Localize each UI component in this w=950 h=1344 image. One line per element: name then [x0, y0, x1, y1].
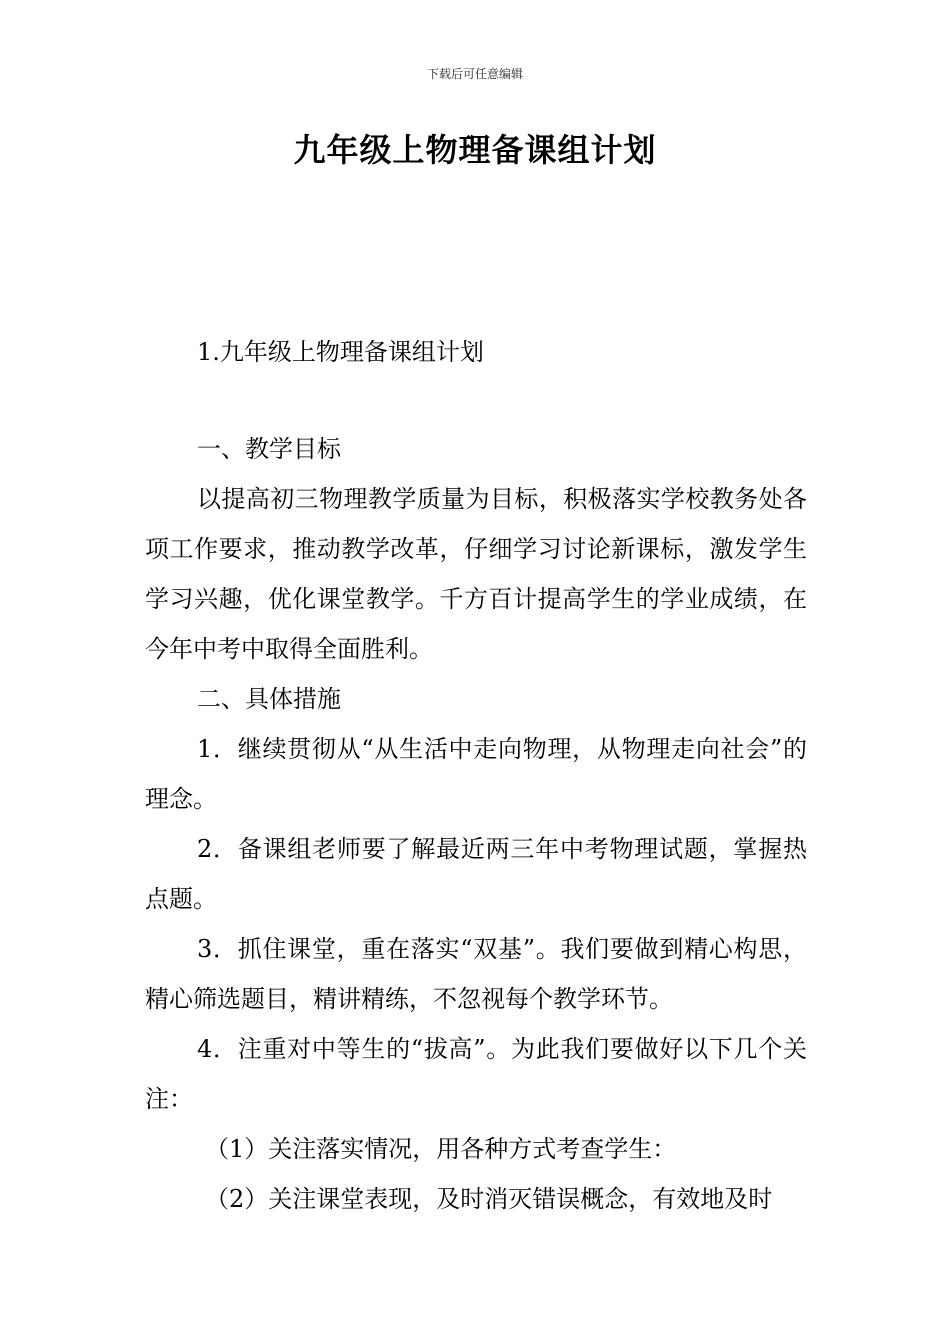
page-header-note: 下载后可任意编辑 [426, 67, 523, 81]
document-body [145, 424, 807, 1224]
section-heading: 1.九年级上物理备课组计划 [197, 338, 484, 366]
sub-item-1: （1）关注落实情况，用各种方式考查学生： [205, 1135, 677, 1163]
heading-specific-measures: 二、具体措施 [197, 685, 341, 713]
measure-item-1: 1．继续贯彻从“从生活中走向物理，从物理走向社会”的理念。 [145, 735, 807, 813]
measure-item-2: 2．备课组老师要了解最近两三年中考物理试题，掌握热点题。 [145, 835, 807, 913]
paragraph-teaching-goals: 以提高初三物理教学质量为目标，积极落实学校教务处各项工作要求，推动教学改革，仔细学习讨论新课标，激发学生学习兴趣，优化课堂教学。千方百计提高学生的学业成绩，在今年中考中取得全面胜利。 [145, 485, 807, 663]
measure-item-4: 4．注重对中等生的“拔高”。为此我们要做好以下几个关注： [145, 1035, 807, 1113]
sub-item-2: （2）关注课堂表现，及时消灭错误概念，有效地及时 [205, 1185, 773, 1213]
measure-item-3: 3．抓住课堂，重在落实“双基”。我们要做到精心构思，精心筛选题目，精讲精练，不忽视每个教学环节。 [145, 935, 807, 1013]
heading-teaching-goals: 一、教学目标 [197, 435, 341, 463]
document-title: 九年级上物理备课组计划 [293, 131, 657, 169]
